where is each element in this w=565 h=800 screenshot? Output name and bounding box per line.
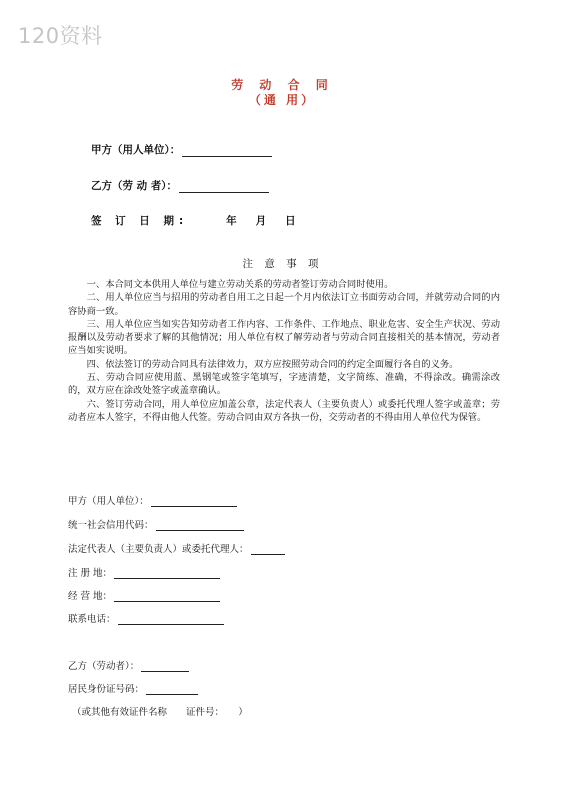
legal-rep-label: 法定代表人（主要负责人）或委托代理人： [68,544,249,555]
credit-code-blank [156,521,244,531]
id-number-label: 居民身份证号码： [68,684,145,695]
business-address-field [68,588,220,602]
document-subtitle: （通 用） [248,93,317,107]
party-b-header-field [91,178,269,193]
party-a-name-label: 甲方（用人单位）： [68,496,149,507]
party-a-name-blank [151,497,237,507]
notes-title: 注 意 事 项 [242,258,323,270]
party-b-name-blank [141,662,189,672]
phone-field [68,611,224,625]
phone-blank [118,615,224,625]
reg-address-field [68,565,220,579]
party-b-header-label: 乙方（劳 动 者）： [91,180,178,192]
party-b-header-blank [179,182,269,193]
sign-day-label: 日 [285,215,301,227]
sign-date-field [91,213,301,228]
business-address-blank [114,592,220,602]
business-address-label: 经 营 地： [68,591,113,602]
reg-address-label: 注 册 地： [68,568,113,579]
sign-month-label: 月 [255,215,272,227]
notes-body [68,278,500,424]
watermark-logo: 120资料 [18,24,103,48]
party-a-header-blank [182,146,272,157]
sign-date-label: 签 订 日 期: [91,215,189,227]
legal-rep-blank [251,545,285,555]
id-number-field [68,681,198,695]
party-b-name-label: 乙方（劳动者）： [68,661,140,672]
other-id-label: （或其他有效证件名称 证件号： ） [72,707,248,718]
phone-label: 联系电话： [68,614,116,625]
party-a-name-field [68,493,237,507]
note-item: 四、依法签订的劳动合同具有法律效力，双方应按照劳动合同的约定全面履行各自的义务。 [86,358,459,370]
note-item: 一、本合同文本供用人单位与建立劳动关系的劳动者签订劳动合同时使用。 [86,279,394,290]
sign-year-label: 年 [226,215,242,227]
note-item: 二、用人单位应当与招用的劳动者自用工之日起一个月内依法订立书面劳动合同，并就劳动合同的内容协商一致。 [68,292,500,317]
reg-address-blank [114,569,220,579]
credit-code-field [68,517,244,531]
id-number-blank [146,685,198,695]
note-item: 五、劳动合同应使用蓝、黑钢笔或签字笔填写，字迹清楚，文字简练、准确，不得涂改。确需涂改的，双方应在涂改处签字或盖章确认。 [68,372,500,397]
other-id-field [72,704,248,718]
document-title: 劳 动 合 同 [231,78,334,92]
credit-code-label: 统一社会信用代码： [68,520,154,531]
note-item: 六、签订劳动合同，用人单位应加盖公章，法定代表人（主要负责人）或委托代理人签字或盖章；劳动者应本人签字，不得由他人代签。劳动合同由双方各执一份，交劳动者的不得由用人单位代为保管。 [68,398,500,423]
note-item: 三、用人单位应当如实告知劳动者工作内容、工作条件、工作地点、职业危害、安全生产状况、劳动报酬以及劳动者要求了解的其他情况；用人单位有权了解劳动者与劳动合同直接相关的基本情况，劳动者应当如实说明。 [68,318,500,357]
legal-rep-field [68,541,285,555]
party-b-name-field [68,658,189,672]
party-a-header-field [91,142,272,157]
party-a-header-label: 甲方（用人单位）： [91,144,181,156]
